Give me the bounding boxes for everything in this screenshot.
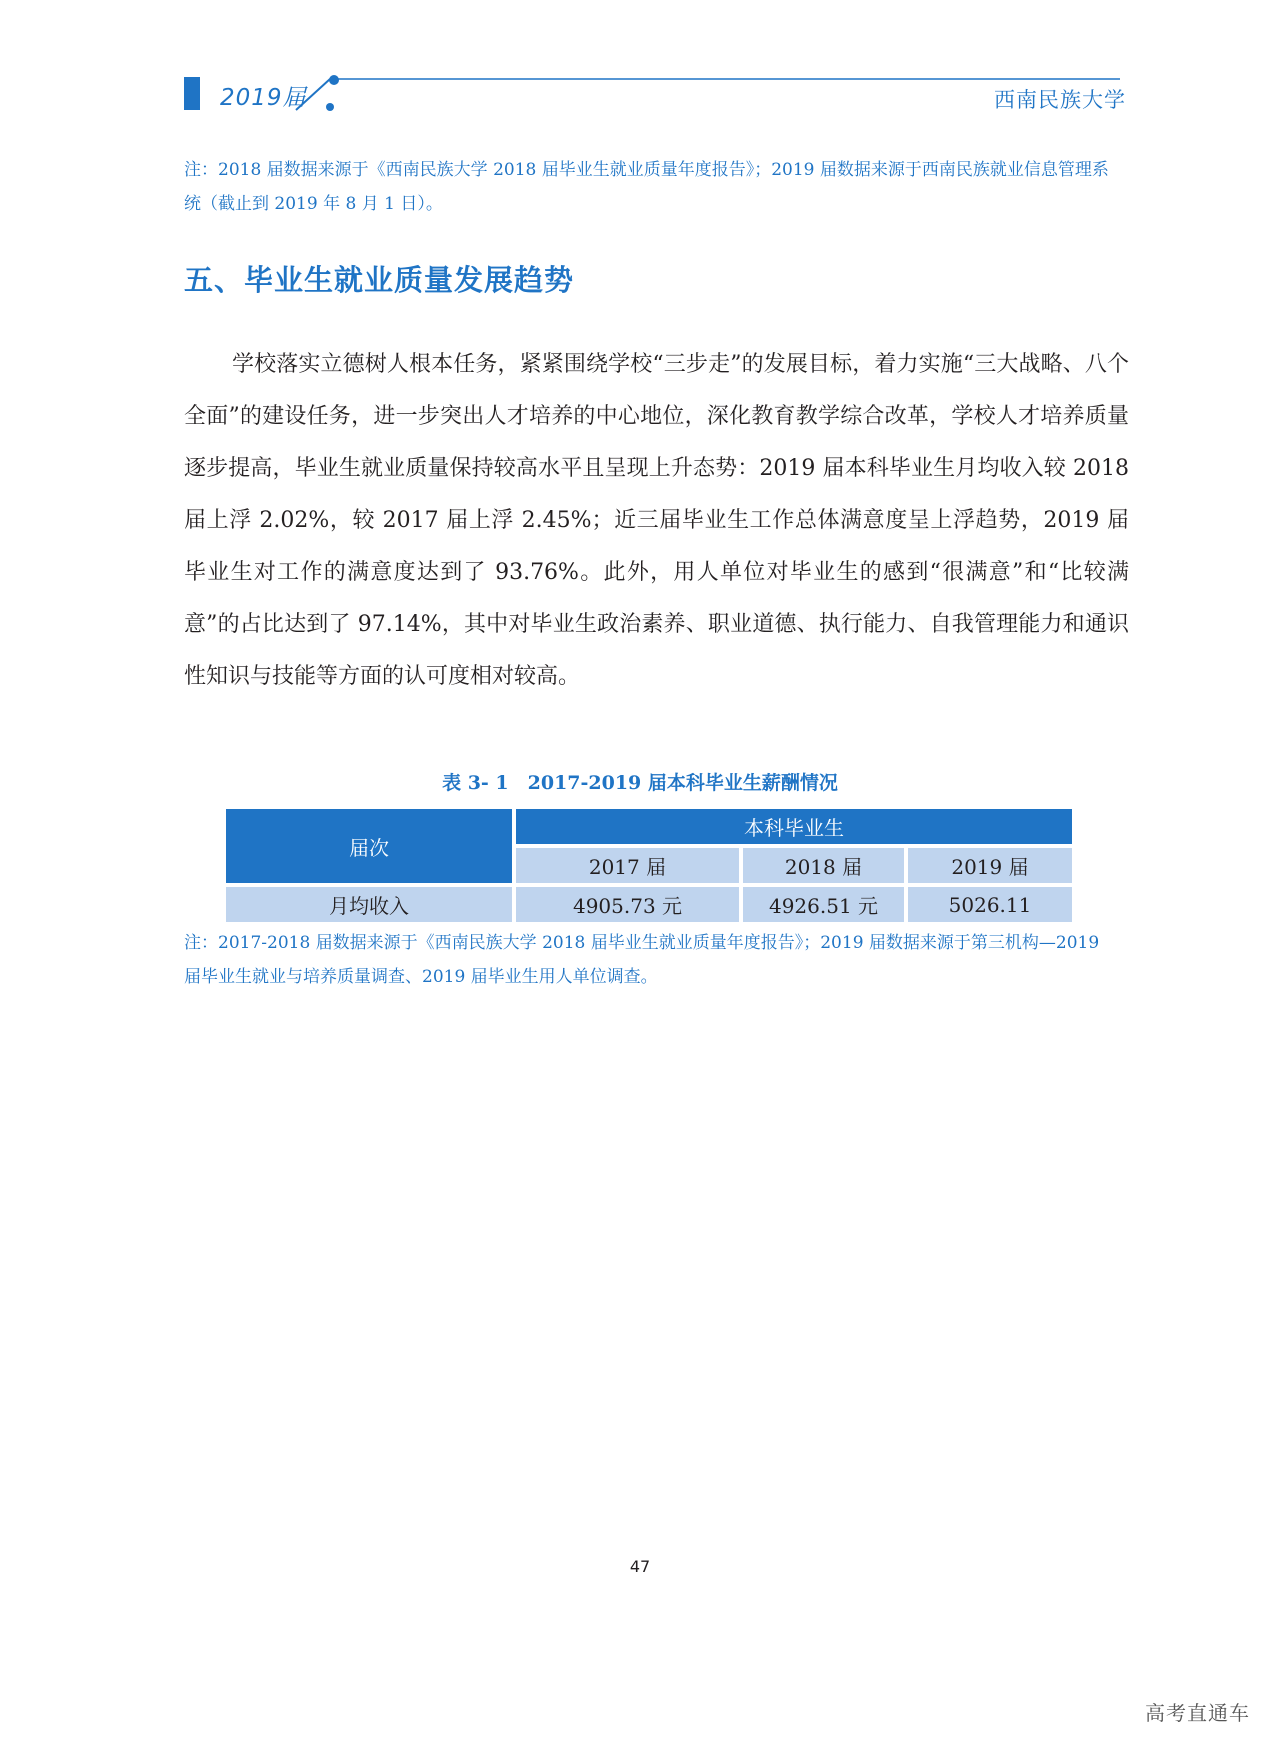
column-header-2018: 2018 届 (743, 848, 904, 883)
salary-table (222, 805, 1076, 926)
table-row (226, 887, 1072, 922)
column-header-2019: 2019 届 (908, 848, 1072, 883)
value-cell-2017: 4905.73 元 (516, 887, 739, 922)
table-header-row (226, 809, 1072, 844)
body-paragraph: 学校落实立德树人根本任务，紧紧围绕学校“三步走”的发展目标，着力实施“三大战略、八个全面”的建设任务，进一步突出人才培养的中心地位，深化教育教学综合改革，学校人才培养质量逐步提高，毕业生就业质量保持较高水平且呈现上升态势：2019 届本科毕业生月均收入较 2018 届上浮 2.02%，较 2017 届上浮 2.45%；近三届毕业生工作总体满意度呈上浮趋势，2019 届毕业生对工作的满意度达到了 93.76%。此外，用人单位对毕业生的感到“很满意”和“比较满意”的占比达到了 97.14%，其中对毕业生政治素养、职业道德、执行能力、自我管理能力和通识性知识与技能等方面的认可度相对较高。 (184, 352, 1129, 689)
source-note-top: 注：2018 届数据来源于《西南民族大学 2018 届毕业生就业质量年度报告》；2019 届数据来源于西南民族就业信息管理系统（截止到 2019 年 8 月 1 日）。 (184, 160, 1109, 214)
header-university-name: 西南民族大学 (994, 88, 1126, 112)
page-number: 47 (629, 1557, 651, 1576)
row-header-cell: 届次 (226, 809, 512, 883)
row-label-cell: 月均收入 (226, 887, 512, 922)
watermark: 高考直通车 (1145, 1701, 1250, 1725)
table-caption: 表 3- 1 2017-2019 届本科毕业生薪酬情况 (442, 772, 838, 794)
header-year-label: 2019届 (220, 85, 307, 111)
column-header-2017: 2017 届 (516, 848, 739, 883)
source-note-bottom: 注：2017-2018 届数据来源于《西南民族大学 2018 届毕业生就业质量年度报告》；2019 届数据来源于第三机构—2019 届毕业生就业与培养质量调查、2019 届毕业生用人单位调查。 (184, 933, 1100, 987)
value-cell-2018: 4926.51 元 (743, 887, 904, 922)
section-heading: 五、毕业生就业质量发展趋势 (184, 263, 575, 297)
value-cell-2019: 5026.11 (908, 887, 1072, 922)
group-header-cell: 本科毕业生 (516, 809, 1072, 844)
